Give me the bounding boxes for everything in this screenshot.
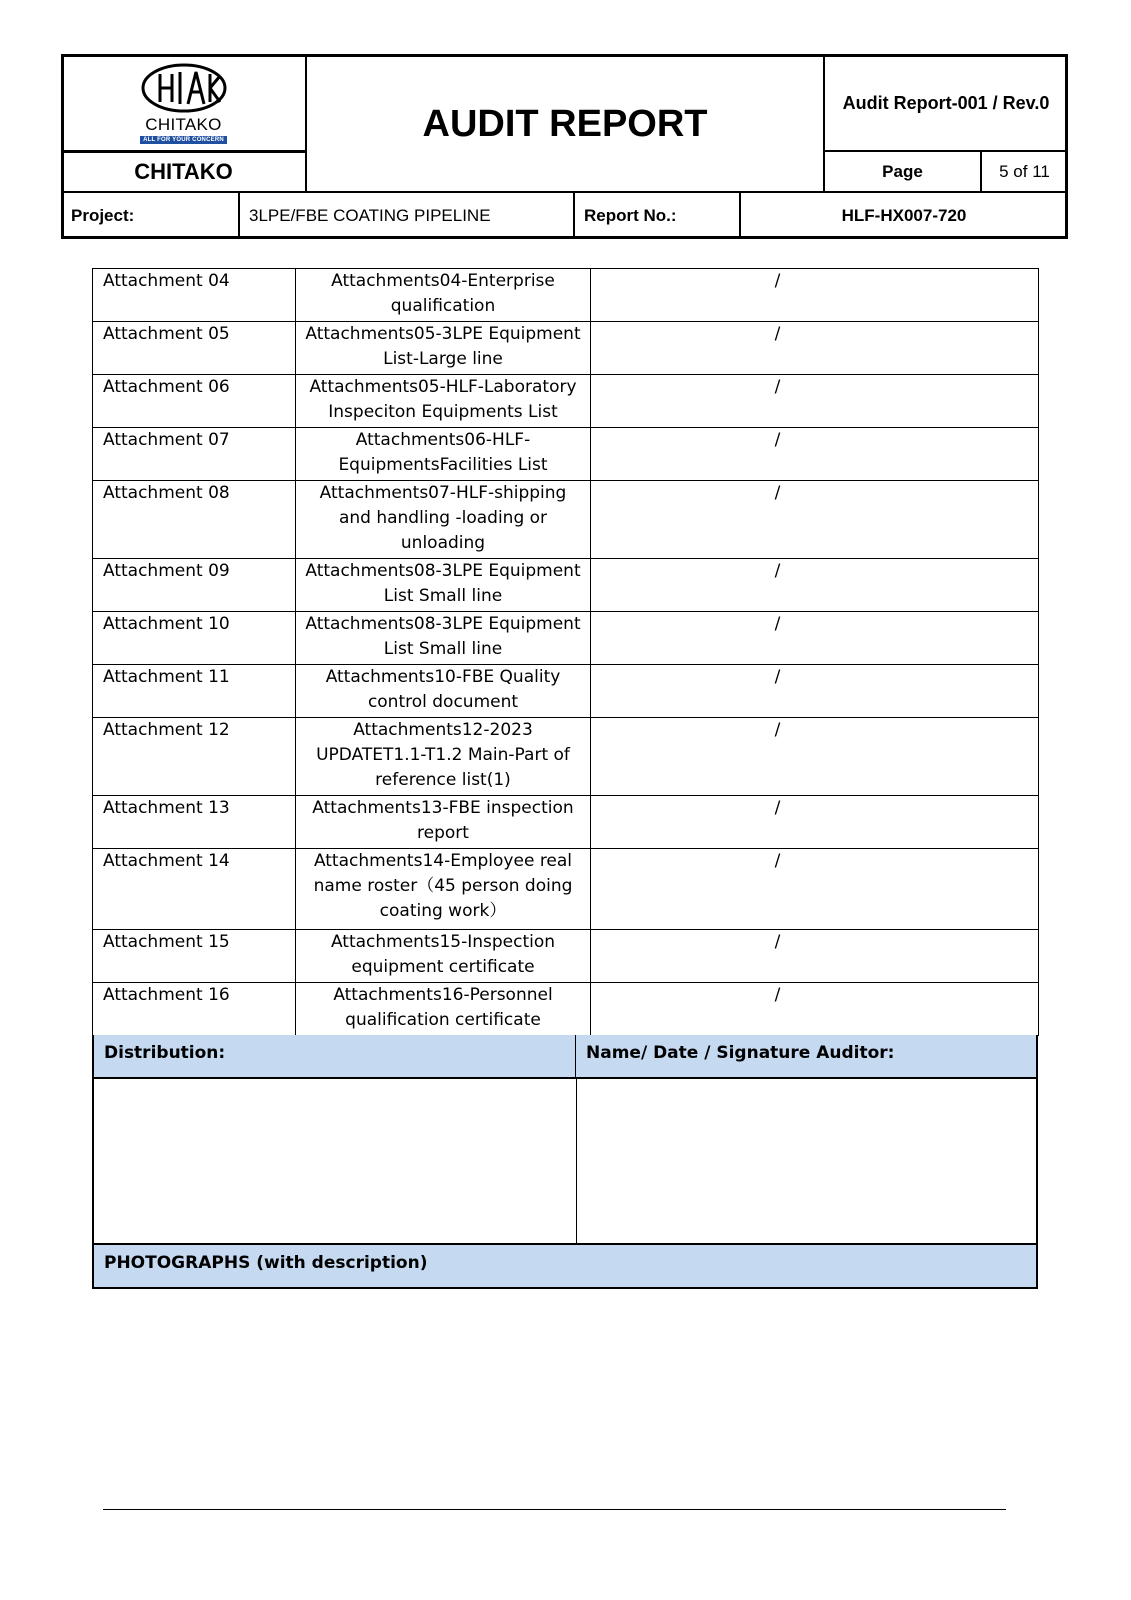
company-logo [61, 54, 306, 152]
page-title: AUDIT REPORT [422, 102, 708, 145]
attachment-id: Attachment 13 [93, 796, 296, 849]
table-row [93, 665, 1039, 718]
company-name: CHITAKO [134, 159, 233, 184]
attachment-name: Attachments15-Inspection equipment certificate [296, 930, 591, 983]
attachment-id: Attachment 16 [93, 983, 296, 1036]
report-number-label: Report No.: [584, 205, 677, 225]
distribution-field[interactable] [94, 1079, 577, 1243]
attachment-name: Attachments06-HLF-EquipmentsFacilities List [296, 428, 591, 481]
distribution-header-row [94, 1035, 1036, 1079]
attachment-value [591, 559, 1039, 612]
signature-field[interactable] [577, 1079, 1036, 1243]
distribution-section [92, 1035, 1038, 1289]
photographs-header [94, 1245, 1036, 1287]
report-header [61, 54, 1068, 239]
attachment-name: Attachments05-3LPE Equipment List-Large line [296, 322, 591, 375]
attachment-id: Attachment 14 [93, 849, 296, 930]
attachment-value-text: / [774, 667, 781, 687]
attachment-value [591, 269, 1039, 322]
attachment-name: Attachments04-Enterprise qualification [296, 269, 591, 322]
attachment-name: Attachments07-HLF-shipping and handling -loading or unloading [296, 481, 591, 559]
table-row [93, 983, 1039, 1036]
attachment-value-text: / [774, 377, 781, 397]
attachment-value-text: / [774, 798, 781, 818]
signature-label: Name/ Date / Signature Auditor: [586, 1043, 895, 1063]
attachments-table [92, 268, 1039, 1036]
attachment-value [591, 322, 1039, 375]
project-value: 3LPE/FBE COATING PIPELINE [249, 205, 491, 225]
page-number: 5 of 11 [999, 162, 1050, 181]
attachment-id: Attachment 07 [93, 428, 296, 481]
table-row [93, 718, 1039, 796]
attachment-name: Attachments08-3LPE Equipment List Small line [296, 559, 591, 612]
attachment-value [591, 428, 1039, 481]
attachment-value [591, 612, 1039, 665]
attachment-id: Attachment 15 [93, 930, 296, 983]
attachment-id: Attachment 09 [93, 559, 296, 612]
table-row [93, 269, 1039, 322]
attachment-id: Attachment 10 [93, 612, 296, 665]
distribution-header [94, 1035, 576, 1077]
attachment-id: Attachment 08 [93, 481, 296, 559]
report-number-value: HLF-HX007-720 [841, 205, 967, 225]
attachment-name: Attachments14-Employee real name roster（45 person doing coating work） [296, 849, 591, 930]
table-row [93, 612, 1039, 665]
attachment-value-text: / [774, 614, 781, 634]
attachment-value [591, 375, 1039, 428]
chitako-logo-icon [140, 62, 228, 114]
logo-text: CHITAKO [145, 115, 222, 134]
attachment-name: Attachments08-3LPE Equipment List Small line [296, 612, 591, 665]
attachment-value-text: / [774, 483, 781, 503]
attachment-name: Attachments16-Personnel qualification certificate [296, 983, 591, 1036]
attachment-id: Attachment 11 [93, 665, 296, 718]
attachment-id: Attachment 05 [93, 322, 296, 375]
attachment-value [591, 665, 1039, 718]
attachment-value-text: / [774, 720, 781, 740]
table-row [93, 796, 1039, 849]
distribution-label: Distribution: [104, 1043, 226, 1063]
attachment-name: Attachments05-HLF-Laboratory Inspeciton Equipments List [296, 375, 591, 428]
table-row [93, 375, 1039, 428]
attachments-table-body [93, 269, 1039, 1036]
table-row [93, 849, 1039, 930]
attachment-value [591, 930, 1039, 983]
attachment-value [591, 983, 1039, 1036]
attachment-id: Attachment 06 [93, 375, 296, 428]
attachment-name: Attachments12-2023 UPDATET1.1-T1.2 Main-Part of reference list(1) [296, 718, 591, 796]
attachment-value-text: / [774, 985, 781, 1005]
logo-tagline: ALL FOR YOUR CONCERN [140, 136, 227, 144]
table-row [93, 559, 1039, 612]
signature-area [94, 1079, 1036, 1245]
page-label: Page [882, 162, 923, 181]
table-row [93, 930, 1039, 983]
attachment-value-text: / [774, 851, 781, 871]
table-row [93, 428, 1039, 481]
table-row [93, 481, 1039, 559]
attachment-id: Attachment 04 [93, 269, 296, 322]
attachment-value-text: / [774, 561, 781, 581]
attachment-name: Attachments10-FBE Quality control document [296, 665, 591, 718]
attachment-value-text: / [774, 430, 781, 450]
attachment-name: Attachments13-FBE inspection report [296, 796, 591, 849]
document-reference: Audit Report-001 / Rev.0 [842, 92, 1050, 113]
attachment-value [591, 849, 1039, 930]
project-label: Project: [71, 205, 135, 225]
attachment-value [591, 718, 1039, 796]
photographs-label: PHOTOGRAPHS (with description) [104, 1253, 428, 1273]
signature-header [576, 1035, 1036, 1077]
attachment-value [591, 481, 1039, 559]
attachment-value-text: / [774, 271, 781, 291]
attachment-id: Attachment 12 [93, 718, 296, 796]
attachment-value-text: / [774, 324, 781, 344]
attachment-value [591, 796, 1039, 849]
footer-rule [103, 1509, 1006, 1510]
table-row [93, 322, 1039, 375]
attachment-value-text: / [774, 932, 781, 952]
